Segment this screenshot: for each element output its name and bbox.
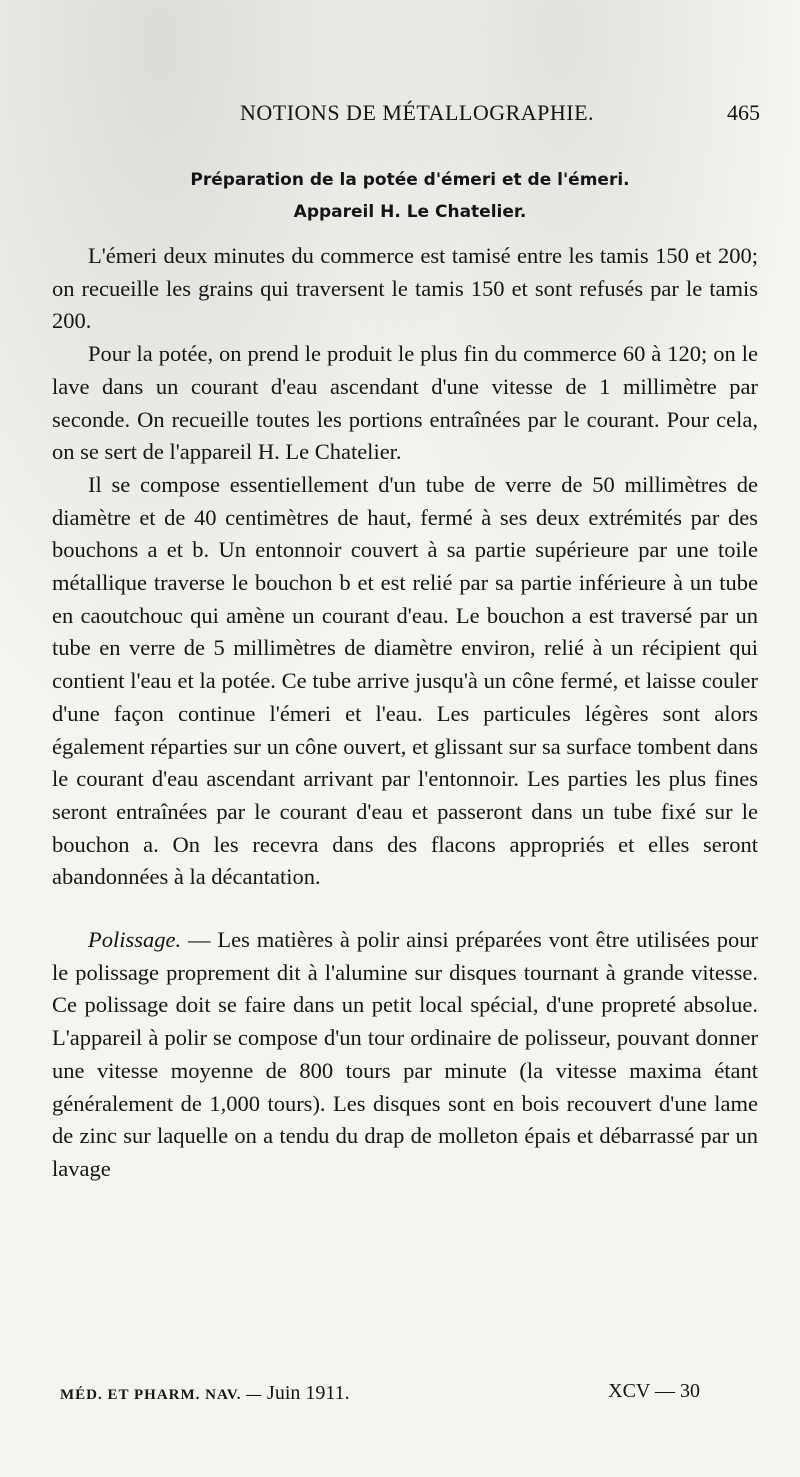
footer-journal <box>60 1382 350 1405</box>
footer-journal-name: MÉD. ET PHARM. NAV. — <box>60 1387 263 1403</box>
running-header <box>60 96 760 132</box>
polissage-lead: Polissage. <box>88 927 182 953</box>
section-heading: Préparation de la potée d'émeri et de l'émeri. <box>190 170 630 190</box>
body-text <box>52 240 758 1186</box>
footer-signature: XCV — 30 <box>608 1380 700 1402</box>
footer-date: Juin 1911. <box>267 1382 350 1404</box>
page-number: 465 <box>727 100 760 125</box>
running-title: NOTIONS DE MÉTALLOGRAPHIE. <box>240 100 595 125</box>
polissage-text: — Les matières à polir ainsi préparées vont être utilisées pour le polissage proprement dit à l'alumine sur disques tournant à grande vitesse. Ce polissage doit se faire dans un petit local spécial, d'une propreté absolue. L'appareil à polir se compose d'un tour ordinaire de polisseur, pouvant donner une vitesse moyenne de 800 tours par minute (la vitesse maxima étant généralement de 1,000 tours). Les disques sont en bois recouvert d'une lame de zinc sur laquelle on a tendu du drap de molleton épais et débarrassé par un lavage <box>52 927 758 1181</box>
page-footer <box>60 1380 700 1410</box>
paragraph: Pour la potée, on prend le produit le plus fin du commerce 60 à 120; on le lave dans un courant d'eau ascendant d'une vitesse de 1 millimètre par seconde. On recueille toutes les portions entraînées par le courant. Pour cela, on se sert de l'appareil H. Le Chatelier. <box>52 341 758 465</box>
polissage-paragraph <box>52 924 758 1186</box>
paragraph: L'émeri deux minutes du commerce est tamisé entre les tamis 150 et 200; on recueille les grains qui traversent le tamis 150 et sont refusés par le tamis 200. <box>52 243 758 334</box>
paragraph: Il se compose essentiellement d'un tube de verre de 50 millimètres de diamètre et de 40 centimètres de haut, fermé à ses deux extrémités par des bouchons a et b. Un entonnoir couvert à sa partie supérieure par une toile métallique traverse le bouchon b et est relié par sa partie inférieure à un tube en caoutchouc qui amène un courant d'eau. Le bouchon a est traversé par un tube en verre de 5 millimètres de diamètre environ, relié à un récipient qui contient l'eau et la potée. Ce tube arrive jusqu'à un cône fermé, et laisse couler d'une façon continue l'émeri et l'eau. Les particules légères sont alors également réparties sur un cône ouvert, et glissant sur sa surface tombent dans le courant d'eau ascendant arrivant par l'entonnoir. Les parties les plus fines seront entraînées par le courant d'eau et passeront dans un tube fixé sur le bouchon a. On les recevra dans des flacons appropriés et elles seront abandonnées à la décantation. <box>52 471 758 890</box>
section-subheading: Appareil H. Le Chatelier. <box>293 202 527 222</box>
